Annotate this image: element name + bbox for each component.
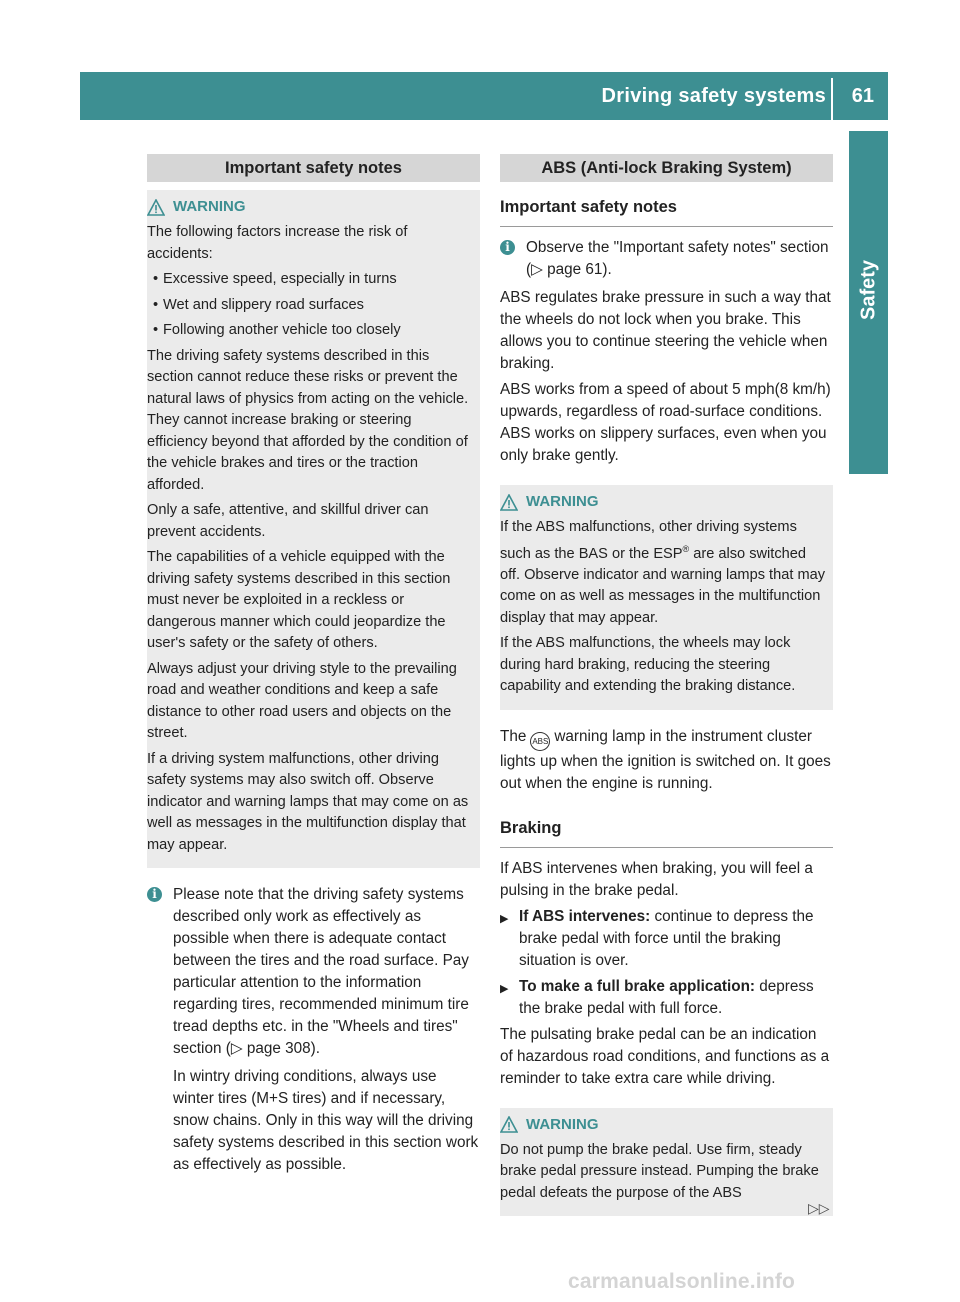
warning-box bbox=[500, 1108, 833, 1217]
page-reference-link[interactable]: ▷ page 61 bbox=[531, 261, 603, 278]
page-reference-link[interactable]: ▷ page 308 bbox=[230, 1040, 311, 1057]
body-paragraph: ABS works from a speed of about 5 mph(8 km/h) upwards, regardless of road-surface conditions. ABS works on slippery surfaces, even when you only brake gently. bbox=[500, 381, 831, 464]
warning-paragraph: The driving safety systems described in this section cannot reduce these risks or prevent the natural laws of physics from acting on the vehicle. They cannot increase braking or steering efficiency beyond that afforded by the condition of the vehicle brakes and tires or the traction afforded. bbox=[147, 347, 469, 493]
instruction-step: ▶ If ABS intervenes: continue to depress the brake pedal with force until the braking situation is over. bbox=[500, 906, 833, 972]
section-heading-abs: ABS (Anti-lock Braking System) bbox=[500, 154, 833, 182]
bullet-item: • Following another vehicle too closely bbox=[153, 320, 474, 342]
subheading-braking: Braking bbox=[500, 811, 833, 848]
subheading-safety-notes: Important safety notes bbox=[500, 190, 833, 227]
bullet-item: • Excessive speed, especially in turns bbox=[153, 269, 474, 291]
bullet-text: Wet and slippery road surfaces bbox=[163, 296, 364, 313]
warning-paragraph: Only a safe, attentive, and skillful driver can prevent accidents. bbox=[147, 502, 429, 540]
header-bar bbox=[80, 72, 888, 120]
info-note bbox=[147, 884, 480, 1182]
info-paragraph: Observe the "Important safety notes" section (▷ page 61). bbox=[526, 239, 829, 278]
body-paragraph: If ABS intervenes when braking, you will feel a pulsing in the brake pedal. bbox=[500, 859, 813, 899]
warning-heading bbox=[147, 196, 474, 218]
body-paragraph: The pulsating brake pedal can be an indication of hazardous road conditions, and functions as a reminder to take extra care while driving. bbox=[500, 1025, 830, 1087]
warning-heading bbox=[500, 491, 827, 513]
continued-marker: ▷▷ bbox=[808, 1200, 830, 1216]
chapter-title: Driving safety systems bbox=[601, 85, 826, 107]
section-heading-safety-notes: Important safety notes bbox=[147, 154, 480, 182]
warning-intro: The following factors increase the risk of accidents: bbox=[147, 224, 408, 262]
warning-label: WARNING bbox=[526, 493, 599, 510]
bullet-text: Excessive speed, especially in turns bbox=[163, 271, 397, 287]
warning-heading bbox=[500, 1114, 827, 1136]
warning-triangle-icon bbox=[147, 199, 165, 216]
instruction-step: ▶ To make a full brake application: depress the brake pedal with full force. bbox=[500, 976, 833, 1020]
warning-paragraph: Do not pump the brake pedal. Use firm, steady brake pedal pressure instead. Pumping the brake pedal defeats the purpose of the ABS bbox=[500, 1141, 819, 1201]
warning-paragraph: If the ABS malfunctions, other driving systems such as the BAS or the ESP® are also switched off. Observe indicator and warning lamps that may come on as well as messages in the multifunction display that may appear. bbox=[500, 519, 826, 626]
warning-paragraph: The capabilities of a vehicle equipped with the driving safety systems described in this section must never be exploited in a reckless or dangerous manner which could jeopardize the user's safety or the safety of others. bbox=[147, 549, 451, 651]
header-separator bbox=[831, 78, 833, 120]
side-tab-label-wrap bbox=[849, 240, 888, 340]
info-note bbox=[500, 237, 833, 281]
step-arrow-icon: ▶ bbox=[500, 912, 509, 925]
page-number: 61 bbox=[851, 85, 874, 107]
bullet-text: Following another vehicle too closely bbox=[163, 322, 401, 338]
step-arrow-icon: ▶ bbox=[500, 982, 509, 995]
warning-box bbox=[147, 190, 480, 868]
info-paragraph: Please note that the driving safety systems described only work as effectively as possible when there is adequate contact between the tires and the road surface. Pay particular attention to the information regarding tires, recommended minimum tire tread depths etc. in the "Wheels and tires" section (▷ page 308). bbox=[173, 886, 469, 1057]
abs-warning-lamp-icon: ABS bbox=[530, 732, 550, 751]
warning-paragraph: If a driving system malfunctions, other driving safety systems may also switch off. Observe indicator and warning lamps that may come on as well as messages in the multifunction display that may appear. bbox=[147, 750, 469, 853]
info-icon: i bbox=[500, 240, 515, 255]
info-paragraph: In wintry driving conditions, always use winter tires (M+S tires) and if necessary, snow chains. Only in this way will the driving safety systems described in this section work as effectively as possible. bbox=[173, 1068, 479, 1173]
left-column bbox=[147, 154, 480, 1188]
body-paragraph: ABS regulates brake pressure in such a way that the wheels do not lock when you brake. This allows you to continue steering the vehicle when braking. bbox=[500, 289, 831, 372]
warning-triangle-icon bbox=[500, 1116, 518, 1133]
registered-mark: ® bbox=[682, 543, 690, 554]
lamp-paragraph: The ABS warning lamp in the instrument cluster lights up when the ignition is switched on. It goes out when the engine is running. bbox=[500, 727, 831, 792]
warning-label: WARNING bbox=[526, 1115, 599, 1133]
side-tab-label: Safety bbox=[857, 259, 879, 321]
info-icon: i bbox=[147, 887, 162, 902]
right-column bbox=[500, 154, 833, 1232]
warning-box bbox=[500, 485, 833, 710]
bullet-item: • Wet and slippery road surfaces bbox=[153, 295, 474, 317]
watermark: carmanualsonline.info bbox=[568, 1270, 796, 1293]
warning-paragraph: Always adjust your driving style to the prevailing road and weather conditions and keep a safe distance to other road users and objects on the street. bbox=[147, 660, 457, 741]
warning-label: WARNING bbox=[173, 198, 246, 215]
warning-paragraph: If the ABS malfunctions, the wheels may lock during hard braking, reducing the steering capability and extending the braking distance. bbox=[500, 635, 796, 695]
warning-triangle-icon bbox=[500, 494, 518, 511]
